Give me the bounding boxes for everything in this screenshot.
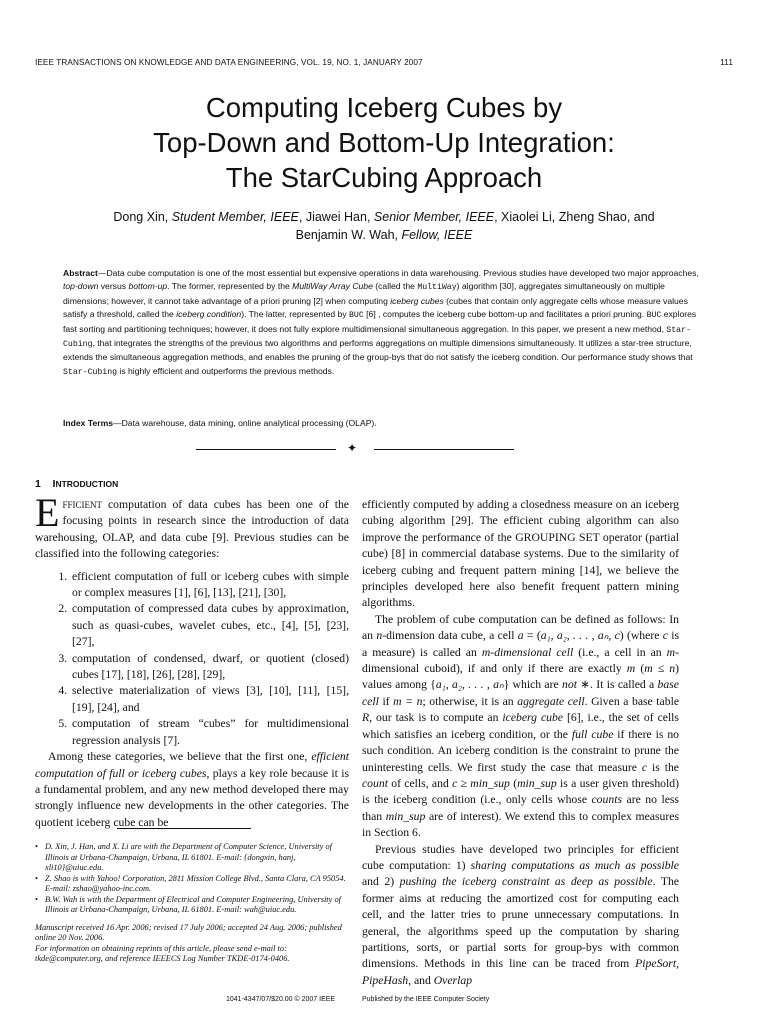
footnote-text: B.W. Wah is with the Department of Electrical and Computer Engineering, University of Illinois at Urbana-Champaign, Urbana, IL 61801. E-mail: wah@uiuc.edu. <box>45 894 341 914</box>
intro-paragraph <box>35 490 349 563</box>
title-line-2: Top-Down and Bottom-Up Integration: <box>153 127 615 158</box>
author-2: , Jiawei Han, <box>298 210 374 224</box>
text: Previous studies have developed two principles for efficient cube computation: 1) <box>362 842 679 872</box>
emph: count <box>362 776 388 790</box>
paper-title <box>40 90 728 195</box>
emph: PipeSort <box>635 957 677 971</box>
paragraph <box>35 749 349 831</box>
index-terms-text: —Data warehouse, data mining, online analytical processing (OLAP). <box>113 418 377 428</box>
section-title-initial: I <box>52 478 56 490</box>
footnote-affiliation <box>35 873 349 895</box>
divider-star-icon: ✦ <box>347 441 358 455</box>
text: is a user given threshold) is the iceberg condition (i.e., only cells whose <box>362 776 679 807</box>
list-item: 5. computation of stream “cubes” for multidimensional regression analysis [7]. <box>70 716 349 749</box>
emph: base cell <box>362 678 679 708</box>
text: ) values among { <box>362 662 680 692</box>
text: . The former aims at reducing the amortized cost for computing each cell, and the latter tries to prune unnecessary computations. In general, the algorithms speed up the computation by sharing partitions, sorts, or partial sorts for group-bys with common dimensions. Methods in this line can be traced from <box>362 875 679 971</box>
text: -dimensional cuboid), if and only if there are exactly <box>362 645 679 676</box>
intro-text: computation of data cubes has been one of the focusing points in research since the introduction of data warehousing, OLAP, and data cube [9]. Previous studies can be classified into the following categories: <box>35 498 349 561</box>
math: a₁, a₂, . . . , aₙ <box>435 678 504 692</box>
text: Among these categories, we believe that the first one, <box>48 750 312 764</box>
abstract-text: explores fast sorting and partitioning techniques; however, it does not fully explore multidimensional simultaneous aggregation. In this paper, we present a new method, <box>63 309 697 334</box>
text: . Given a base table <box>584 694 680 708</box>
text: [6], i.e., the set of cells which satisfies an iceberg condition, or the <box>362 711 679 741</box>
math: m <box>666 645 676 659</box>
abstract-emph: MultiWay Array Cube <box>292 281 373 292</box>
footnote-affiliation <box>35 894 349 916</box>
list-item: 3. computation of condensed, dwarf, or quotient (closed) cubes [17], [18], [26], [28], [29], <box>70 651 349 684</box>
intro-smallcaps: FFICIENT <box>62 500 102 510</box>
text: is the <box>647 760 679 774</box>
math: c ≥ min_sup <box>452 776 510 790</box>
author-3: , Xiaolei Li, Zheng Shao, and <box>494 210 655 224</box>
math: R <box>362 711 370 725</box>
paragraph: efficiently computed by adding a closedness measure on an iceberg cubing algorithm [29]. The efficient cubing algorithm can also improve the performance of the GROUPING SET operator (partial cube) [8] in commercial database systems. Due to the similarity of iceberg cubing and frequent pattern mining [14], we believe the principles developed here also benefit frequent pattern mining algorithms. <box>362 498 679 610</box>
title-line-1: Computing Iceberg Cubes by <box>205 92 563 123</box>
list-item: 2. computation of compressed data cubes by approximation, such as quasi-cubes, wavelet cubes, etc., [4], [5], [23], [27], <box>70 601 349 650</box>
journal-name: IEEE TRANSACTIONS ON KNOWLEDGE AND DATA ENGINEERING, VOL. 19, NO. 1, JANUARY 2007 <box>35 58 423 67</box>
footnote-rule <box>117 828 251 829</box>
abstract-code: BUC <box>349 311 364 321</box>
math: m = n <box>393 694 423 708</box>
abstract-text: (cubes that contain only aggregate cells whose measure values satisfy a threshold, called the <box>63 295 688 320</box>
divider-line-right <box>374 449 514 450</box>
text: = ( <box>523 629 541 643</box>
abstract-code: Star-Cubing <box>63 367 118 377</box>
copyright-footer: 1041-4347/07/$20.00 © 2007 IEEE <box>226 996 336 1003</box>
abstract-label: Abstract <box>63 268 98 278</box>
emph: pushing the iceberg constraint as deep as possible <box>399 875 653 889</box>
emph: not <box>562 678 577 692</box>
math: c <box>662 629 668 643</box>
section-heading <box>35 478 118 490</box>
text: are of interest). We extend this to complex measures in Section 6. <box>362 809 679 840</box>
math: m ≤ n <box>644 662 676 676</box>
math: min_sup <box>517 776 557 790</box>
author-5-role: Fellow, IEEE <box>401 228 473 242</box>
category-list <box>35 569 349 749</box>
math: c <box>641 760 648 774</box>
list-item: 4. selective materialization of views [3], [10], [11], [15], [19], [24], and <box>70 683 349 716</box>
text: -dimension data cube, a cell <box>382 629 518 643</box>
abstract-text: ). The latter, represented by <box>241 309 350 320</box>
text: } which are <box>503 678 562 692</box>
abstract-text: versus <box>98 281 129 292</box>
footnote-text: Z. Shao is with Yahoo! Corporation, 2811 Mission College Blvd., Santa Clara, CA 95054. E-mail: zshao@yahoo-inc.com. <box>45 873 346 893</box>
journal-header <box>35 58 733 67</box>
text: The problem of cube computation can be defined as follows: In an <box>362 612 679 643</box>
text: are no less than <box>362 793 679 823</box>
paragraph <box>362 612 679 842</box>
index-terms <box>63 418 703 428</box>
publisher-footer: Published by the IEEE Computer Society <box>362 996 490 1003</box>
abstract-emph: iceberg condition <box>176 309 242 320</box>
footnote-text: D. Xin, J. Han, and X. Li are with the Department of Computer Science, University of Illinois at Urbana-Champaign, Urbana, IL 61801. E-mail: {dongxin, hanj, xli10}@uiuc.edu. <box>45 842 332 872</box>
bullet-icon: • <box>35 894 38 904</box>
emph: aggregate cell <box>517 694 585 708</box>
text: ( <box>635 662 645 676</box>
bullet-icon: • <box>35 873 38 883</box>
math: min_sup <box>385 809 426 823</box>
abstract-text: . The former, represented by the <box>167 281 293 292</box>
abstract-emph: top-down <box>63 281 99 292</box>
math: n <box>376 629 383 643</box>
text: (i.e., a cell in an <box>573 645 667 659</box>
abstract-text: is highly efficient and outperforms the previous methods. <box>117 365 335 376</box>
abstract-text: (called the <box>372 281 418 292</box>
emph: sharing computations as much as possible <box>470 858 679 872</box>
author-5: Benjamin W. Wah, <box>295 228 402 242</box>
divider-line-left <box>196 449 336 450</box>
author-1: Dong Xin, <box>113 210 172 224</box>
abstract-emph: iceberg cubes <box>390 295 444 306</box>
emph: iceberg cube <box>502 711 564 725</box>
text: , our task is to compute an <box>369 711 503 725</box>
abstract-text: [6] , computes the iceberg cube bottom-up and facilitates a priori pruning. <box>363 309 647 320</box>
emph: counts <box>591 793 623 807</box>
paragraph <box>362 842 679 990</box>
section-title: NTRODUCTION <box>55 479 119 489</box>
manuscript-dates: Manuscript received 16 Apr. 2006; revised 17 July 2006; accepted 24 Aug. 2006; published online 20 Nov. 2006. <box>35 922 342 942</box>
text: if there is no such condition. An iceberg condition is the constraint to prune the uninteresting cells. We first study the case that measure <box>362 727 680 774</box>
emph: Overlap <box>433 973 473 987</box>
text: , and <box>408 973 434 987</box>
footnote-affiliation <box>35 842 349 874</box>
abstract-code: MultiWay <box>417 283 457 293</box>
text: ∗. It is called a <box>576 678 658 692</box>
text: is a measure) is called an <box>362 629 680 659</box>
author-1-role: Student Member, IEEE <box>171 210 299 224</box>
emph: m-dimensional cell <box>481 645 574 659</box>
math: m <box>626 662 636 676</box>
abstract-text: —Data cube computation is one of the most essential but expensive operations in data warehousing. Previous studies have developed two major approaches, <box>97 268 699 278</box>
text: of cells, and <box>387 776 453 790</box>
abstract-text: , that integrates the strengths of the previous two algorithms and performs aggregations on multiple dimensions simultaneously. It utilizes a star-tree structure, extends the simultaneous aggregation methods, and enables the pruning of the group-bys that do not satisfy the iceberg condition. Our performance study shows that <box>63 338 693 363</box>
abstract <box>63 267 703 379</box>
emph: efficient computation of full or iceberg cubes <box>35 750 349 780</box>
text: , <box>676 957 679 971</box>
text: ) (where <box>619 629 663 643</box>
text: ( <box>509 776 518 790</box>
footnotes <box>35 842 349 965</box>
math: a <box>517 629 524 643</box>
list-item: 1. efficient computation of full or iceberg cubes with simple or complex measures [1], [6], [13], [21], [30], <box>70 569 349 602</box>
text: if <box>378 694 394 708</box>
section-number: 1 <box>35 478 41 490</box>
reprints-info: For information on obtaining reprints of this article, please send e-mail to: tkde@computer.org, and reference IEEECS Log Number TKDE-0174-0406. <box>35 943 290 963</box>
author-2-role: Senior Member, IEEE <box>373 210 495 224</box>
emph: full cube <box>571 727 614 741</box>
drop-cap: E <box>35 490 60 535</box>
section-divider <box>196 441 514 455</box>
text: , plays a key role because it is a fundamental problem, and any new method developed there may strongly influence new developments in the other categories. The quotient iceberg cube can be <box>35 766 349 829</box>
bullet-icon: • <box>35 842 38 851</box>
left-column <box>35 490 349 831</box>
emph: PipeHash <box>362 973 409 987</box>
index-terms-label: Index Terms <box>63 418 113 428</box>
abstract-code: BUC <box>646 311 662 321</box>
right-column <box>362 497 679 989</box>
author-list <box>40 208 728 244</box>
math: a₁, a₂, . . . , aₙ, c <box>540 629 620 643</box>
abstract-text: ) algorithm [30], aggregates simultaneously on multiple dimensions; however, it cannot take advantage of a priori pruning [2] when computing <box>63 281 665 306</box>
text: ; otherwise, it is an <box>422 694 518 708</box>
abstract-code: Star-Cubing <box>63 325 691 350</box>
title-line-3: The StarCubing Approach <box>225 162 543 193</box>
abstract-emph: bottom-up <box>128 281 168 292</box>
text: and 2) <box>362 875 400 889</box>
page-number: 111 <box>720 58 733 67</box>
